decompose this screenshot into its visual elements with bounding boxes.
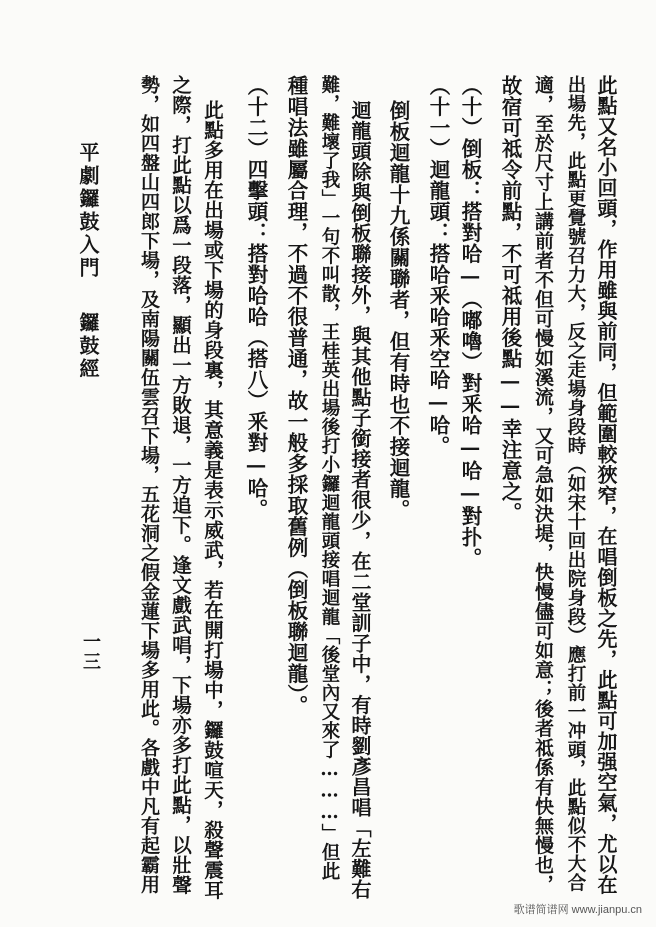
text-column: 之際，打此點以爲一段落，顯出一方敗退，一方追下。逢文戲武唱，下場亦多打此點，以壯聲 bbox=[169, 75, 192, 895]
text-column: 此點又名小回頭，作用雖與前同，但範圍較狹窄，在唱倒板之先，此點可加强空氣，尤以在 bbox=[594, 75, 618, 895]
text-column: 故宿可祗令前點，不可祗用後點——幸注意之。 bbox=[498, 75, 522, 523]
text-column: （十一）迴龍頭：搭哈釆哈釆空哈—哈。 bbox=[426, 75, 450, 457]
text-column: （十二）四擊頭：搭對哈哈（搭八）釆對—哈。 bbox=[244, 75, 268, 520]
text-column: 出場先，此點更覺號召力大，反之走場身段時（如宋十回出院身段）應打前一冲頭，此點似不大合 bbox=[565, 75, 586, 892]
text-column: 此點多用在出場或下場的身段裏，其意義是表示威武，若在開打場中，鑼鼓喧天，殺聲震耳 bbox=[201, 100, 224, 900]
book-title: 平劇鑼鼓入門 bbox=[76, 142, 100, 280]
text-column: 倒板迴龍十九係關聯者，但有時也不接迴龍。 bbox=[386, 100, 410, 520]
text-column: 種唱法雖屬合理，不過不很普通，故一般多採取舊例（倒板聯迴龍）。 bbox=[284, 75, 308, 716]
text-column: （十）倒板：搭對哈—（嘟嚕）對釆哈—哈—對扑。 bbox=[458, 75, 482, 569]
page-number: 一三 bbox=[80, 632, 101, 672]
section-title: 鑼鼓經 bbox=[76, 312, 100, 381]
text-column: 適，至於尺寸上講前者不但可慢如溪流，又可急如決堤，快慢儘可如意；後者祗係有快無慢也， bbox=[532, 75, 554, 894]
text-column: 難，難壞了我」一句不叫散，王桂英出場後打小鑼迴龍頭接唱迴龍「後堂內又來了………」但此 bbox=[319, 75, 340, 881]
text-column: 勢，如四盤山四郎下場，及南陽關伍雲召下場，五花洞之假金蓮下場多用此。各戲中凡有起霸用 bbox=[138, 75, 160, 894]
text-column: 迴龍頭除與倒板聯接外，與其他點子銜接者很少，在二堂訓子中，有時劉彥昌唱「左難右 bbox=[348, 100, 372, 900]
site-watermark: 歌谱简谱网 www.jianpu.cn bbox=[513, 904, 642, 916]
